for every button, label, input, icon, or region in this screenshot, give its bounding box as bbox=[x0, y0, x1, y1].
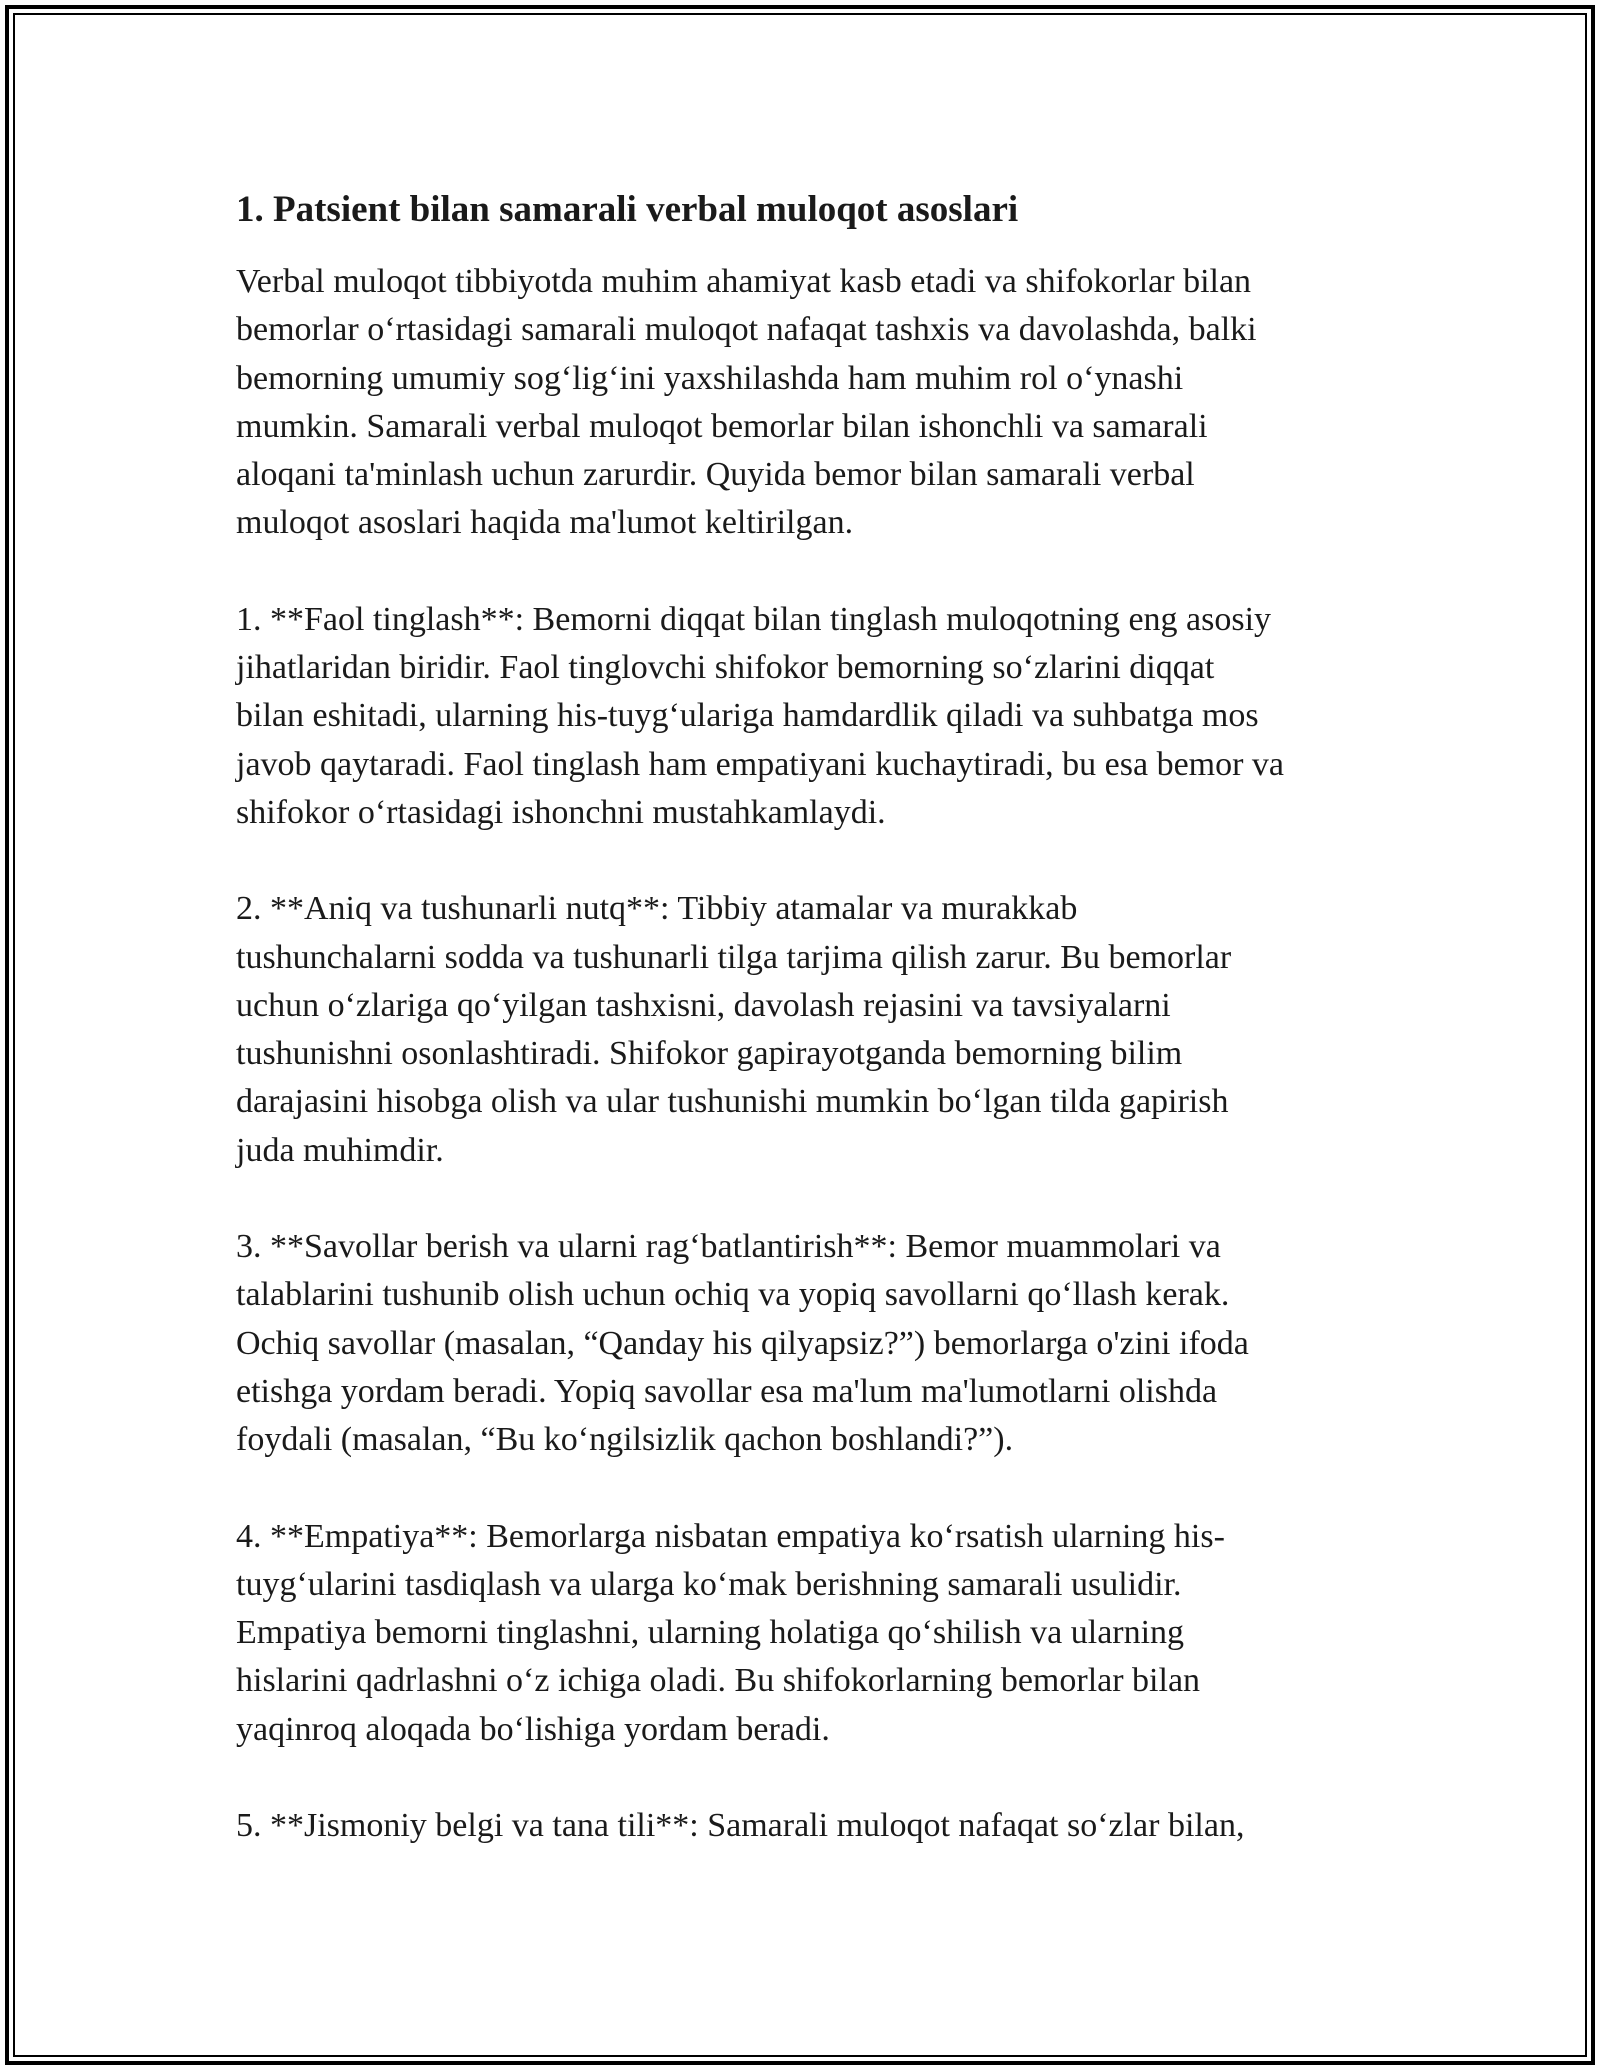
paragraph-clear-speech: 2. **Aniq va tushunarli nutq**: Tibbiy atamalar va murakkab tushunchalarni sodda va tushunarli tilga tarjima qilish zarur. Bu bemorlar uchun o‘zlariga qo‘yilgan tashxisni, davolash rejasini va tavsiyalarni tushunishni osonlashtiradi. Shifokor gapirayotganda bemorning bilim darajasini hisobga olish va ular tushunishi mumkin bo‘lgan tilda gapirish juda muhimdir. bbox=[236, 890, 1232, 1169]
paragraph-empathy: 4. **Empatiya**: Bemorlarga nisbatan empatiya ko‘rsatish ularning his- tuyg‘ularini tasdiqlash va ularga ko‘mak berishning samarali usulidir. Empatiya bemorni tinglashni, ularning holatiga qo‘shilish va ularning hislarini qadrlashni o‘z ichiga oladi. Bu shifokorlarning bemorlar bilan yaqinroq aloqada bo‘lishiga yordam beradi. bbox=[236, 1517, 1225, 1748]
paragraph-active-listening: 1. **Faol tinglash**: Bemorni diqqat bilan tinglash muloqotning eng asosiy jihatlaridan biridir. Faol tinglovchi shifokor bemorning so‘zlarini diqqat bilan eshitadi, ularning his-tuyg‘ulariga hamdardlik qiladi va suhbatga mos javob qaytaradi. Faol tinglash ham empatiyani kuchaytiradi, bu esa bemor va shifokor o‘rtasidagi ishonchni mustahkamlaydi. bbox=[236, 600, 1285, 831]
intro-paragraph: Verbal muloqot tibbiyotda muhim ahamiyat kasb etadi va shifokorlar bilan bemorlar o‘rtasidagi samarali muloqot nafaqat tashxis va davolashda, balki bemorning umumiy sog‘lig‘ini yaxshilashda ham muhim rol o‘ynashi mumkin. Samarali verbal muloqot bemorlar bilan ishonchli va samarali aloqani ta'minlash uchun zarurdir. Quyida bemor bilan samarali verbal muloqot asoslari haqida ma'lumot keltirilgan. bbox=[236, 263, 1257, 542]
paragraph-asking-questions: 3. **Savollar berish va ularni rag‘batlantirish**: Bemor muammolari va talablarini tushunib olish uchun ochiq va yopiq savollarni qo‘llash kerak. Ochiq savollar (masalan, “Qanday his qilyapsiz?”) bemorlarga o'zini ifoda etishga yordam beradi. Yopiq savollar esa ma'lum ma'lumotlarni olishda foydali (masalan, “Bu ko‘ngilsizlik qachon boshlandi?”). bbox=[236, 1228, 1249, 1459]
section-title: 1. Patsient bilan samarali verbal muloqot asoslari bbox=[236, 189, 1019, 230]
paragraph-body-language: 5. **Jismoniy belgi va tana tili**: Samarali muloqot nafaqat so‘zlar bilan, bbox=[236, 1807, 1245, 1845]
document-page bbox=[236, 188, 1386, 1898]
